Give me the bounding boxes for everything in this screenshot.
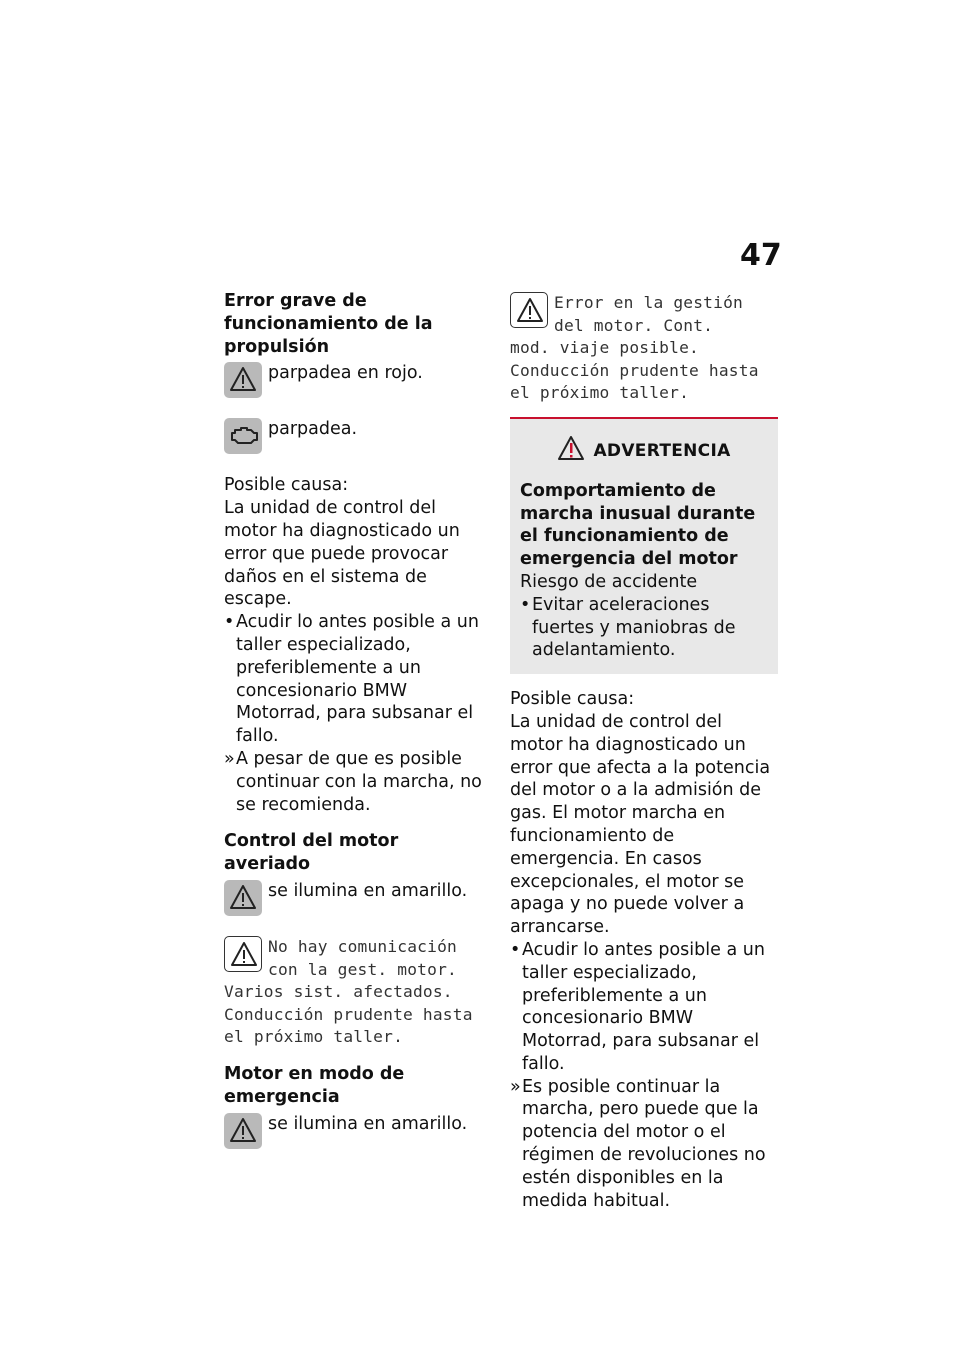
list-item: » A pesar de que es posible continuar con la marcha, no se recomienda. (224, 748, 482, 815)
warning-box (510, 419, 778, 674)
cause-label: Posible causa: (224, 475, 349, 496)
list-item: » Es posible continuar la marcha, pero puede que la potencia del motor o el régimen de revoluciones no estén disponibles en la medida habitual. (510, 1076, 766, 1211)
warning-list (520, 594, 768, 662)
warning-risk: Riesgo de accidente (520, 571, 698, 592)
warning-triangle-icon (557, 435, 585, 468)
indicator-text: parpadea. (268, 419, 358, 440)
action-list (510, 939, 778, 1213)
warning-triangle-icon (224, 1113, 262, 1149)
warning-title: ADVERTENCIA (593, 440, 731, 461)
indicator-text: parpadea en rojo. (268, 363, 423, 384)
left-column (224, 290, 488, 1169)
indicator-row (224, 1113, 488, 1157)
action-list (224, 611, 488, 816)
engine-check-icon (224, 418, 262, 454)
indicator-row (224, 362, 488, 406)
indicator-row (224, 880, 488, 924)
list-item: • Evitar aceleraciones fuertes y maniobras de adelantamiento. (520, 594, 736, 661)
warning-triangle-icon (224, 936, 262, 972)
warning-triangle-icon (224, 880, 262, 916)
indicator-text: se ilumina en amarillo. (268, 1113, 468, 1134)
section-title-propulsion-error: Error grave de funcionamiento de la propulsión (224, 291, 433, 357)
warning-triangle-icon (224, 362, 262, 398)
indicator-text: se ilumina en amarillo. (268, 880, 468, 901)
right-column (510, 290, 778, 1226)
warning-subtitle: Comportamiento de marcha inusual durante el funcionamiento de emergencia del motor (520, 480, 756, 570)
display-message: Error en la gestión del motor. Cont. mod. viaje posible. Conducción prudente hasta el próximo taller. (510, 293, 759, 403)
warning-triangle-icon (510, 292, 548, 328)
cause-label: Posible causa: (510, 689, 635, 710)
section-title-engine-control: Control del motor averiado (224, 831, 399, 875)
cause-text: La unidad de control del motor ha diagnosticado un error que afecta a la potencia del motor o a la admisión de gas. El motor marcha en funcionamiento de emergencia. En casos excepcionales, el motor se apaga y no puede volver a arrancarse. (510, 711, 771, 938)
section-title-emergency-mode: Motor en modo de emergencia (224, 1063, 405, 1107)
page-number: 47 (740, 238, 782, 273)
list-item: • Acudir lo antes posible a un taller especializado, preferiblemente a un concesionario BMW Motorrad, para subsanar el fallo. (510, 939, 765, 1074)
indicator-row (224, 418, 488, 462)
cause-text: La unidad de control del motor ha diagnosticado un error que puede provocar daños en el sistema de escape. (224, 498, 460, 610)
display-message: No hay comunicación con la gest. motor. Varios sist. afectados. Conducción prudente hasta el próximo taller. (224, 936, 473, 1047)
list-item: • Acudir lo antes posible a un taller especializado, preferiblemente a un concesionario BMW Motorrad, para subsanar el fallo. (224, 612, 479, 747)
warning-header (520, 435, 768, 468)
